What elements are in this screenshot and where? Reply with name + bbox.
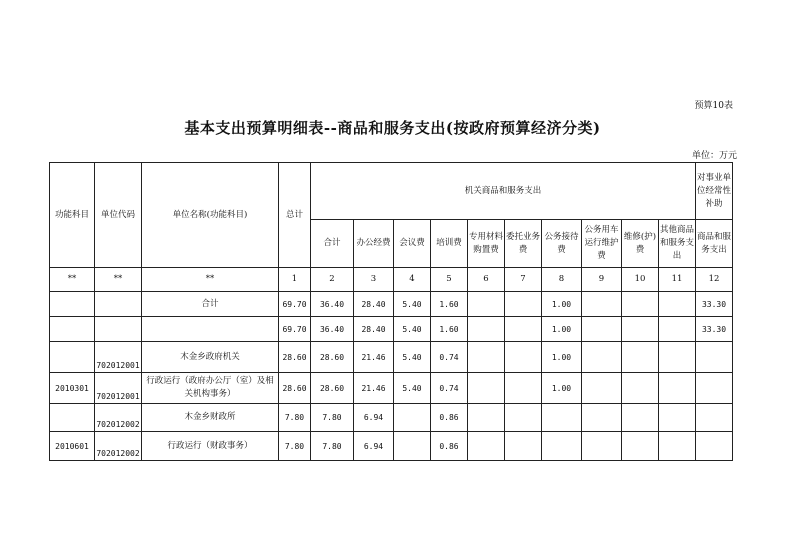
- value-cell: [582, 432, 622, 461]
- value-cell: [696, 373, 733, 404]
- value-cell: 5.40: [394, 292, 431, 317]
- unit-name-cell: 木金乡政府机关: [142, 342, 279, 373]
- value-cell: [582, 317, 622, 342]
- value-cell: 0.86: [431, 432, 468, 461]
- index-cell: 7: [505, 268, 542, 292]
- total-cell: 69.70: [279, 292, 311, 317]
- value-cell: [659, 317, 696, 342]
- column-header: 公务接待费: [542, 220, 582, 268]
- value-cell: 33.30: [696, 317, 733, 342]
- index-cell: 2: [311, 268, 354, 292]
- func-subject-cell: [50, 292, 95, 317]
- value-cell: [505, 292, 542, 317]
- value-cell: [582, 292, 622, 317]
- func-subject-cell: [50, 317, 95, 342]
- column-header: 培训费: [431, 220, 468, 268]
- value-cell: 28.60: [311, 373, 354, 404]
- total-cell: 7.80: [279, 404, 311, 432]
- func-subject-cell: 2010601: [50, 432, 95, 461]
- value-cell: [622, 292, 659, 317]
- value-cell: [659, 373, 696, 404]
- unit-code-cell: [95, 317, 142, 342]
- header-total: 总计: [279, 163, 311, 268]
- value-cell: 5.40: [394, 317, 431, 342]
- budget-table: [49, 162, 733, 461]
- unit-name-cell: 行政运行（财政事务）: [142, 432, 279, 461]
- value-cell: 28.40: [354, 317, 394, 342]
- index-cell: 1: [279, 268, 311, 292]
- page-title: 基本支出预算明细表--商品和服务支出(按政府预算经济分类): [184, 119, 601, 137]
- index-cell: 8: [542, 268, 582, 292]
- header-func-subject: 功能科目: [50, 163, 95, 268]
- index-cell: 10: [622, 268, 659, 292]
- index-cell: **: [95, 268, 142, 292]
- index-cell: **: [50, 268, 95, 292]
- column-header: 合计: [311, 220, 354, 268]
- index-cell: 4: [394, 268, 431, 292]
- unit-code-cell: 702012002: [95, 432, 142, 461]
- value-cell: [505, 342, 542, 373]
- unit-code-cell: 702012001: [95, 373, 142, 404]
- value-cell: [542, 432, 582, 461]
- unit-code-cell: 702012001: [95, 342, 142, 373]
- value-cell: 33.30: [696, 292, 733, 317]
- index-cell: 3: [354, 268, 394, 292]
- unit-name-cell: 行政运行（政府办公厅（室）及相关机构事务）: [142, 373, 279, 404]
- value-cell: 0.74: [431, 342, 468, 373]
- func-subject-cell: [50, 342, 95, 373]
- column-header: 会议费: [394, 220, 431, 268]
- value-cell: 0.74: [431, 373, 468, 404]
- header-unit-code: 单位代码: [95, 163, 142, 268]
- index-cell: 11: [659, 268, 696, 292]
- index-cell: 12: [696, 268, 733, 292]
- column-header: 办公经费: [354, 220, 394, 268]
- value-cell: 7.80: [311, 404, 354, 432]
- total-cell: 28.60: [279, 342, 311, 373]
- value-cell: 6.94: [354, 404, 394, 432]
- value-cell: [582, 404, 622, 432]
- value-cell: [696, 342, 733, 373]
- unit-label: 单位：万元: [691, 151, 737, 161]
- total-cell: 28.60: [279, 373, 311, 404]
- value-cell: 36.40: [311, 317, 354, 342]
- value-cell: [659, 432, 696, 461]
- value-cell: [622, 404, 659, 432]
- value-cell: 1.00: [542, 292, 582, 317]
- unit-name-cell: 合计: [142, 292, 279, 317]
- index-cell: **: [142, 268, 279, 292]
- index-cell: 5: [431, 268, 468, 292]
- column-header: 其他商品和服务支出: [659, 220, 696, 268]
- value-cell: [505, 317, 542, 342]
- value-cell: [505, 373, 542, 404]
- table-row: [50, 404, 733, 432]
- value-cell: 28.40: [354, 292, 394, 317]
- func-subject-cell: 2010301: [50, 373, 95, 404]
- column-header: 公务用车运行维护费: [582, 220, 622, 268]
- value-cell: [582, 342, 622, 373]
- value-cell: [659, 342, 696, 373]
- header-group2: 对事业单位经常性补助: [696, 163, 733, 220]
- table-row: [50, 373, 733, 404]
- table-row: [50, 292, 733, 317]
- header-group: 机关商品和服务支出: [311, 163, 696, 220]
- value-cell: [696, 404, 733, 432]
- column-header: 商品和服务支出: [696, 220, 733, 268]
- value-cell: [468, 404, 505, 432]
- value-cell: 7.80: [311, 432, 354, 461]
- unit-name-cell: 木金乡财政所: [142, 404, 279, 432]
- value-cell: 6.94: [354, 432, 394, 461]
- value-cell: 21.46: [354, 342, 394, 373]
- value-cell: [622, 317, 659, 342]
- value-cell: [542, 404, 582, 432]
- value-cell: [394, 432, 431, 461]
- value-cell: [659, 404, 696, 432]
- value-cell: [582, 373, 622, 404]
- value-cell: [696, 432, 733, 461]
- value-cell: 36.40: [311, 292, 354, 317]
- column-header: 维修(护)费: [622, 220, 659, 268]
- table-row: [50, 342, 733, 373]
- table-row: [50, 317, 733, 342]
- value-cell: [622, 373, 659, 404]
- header-unit-name: 单位名称(功能科目): [142, 163, 279, 268]
- value-cell: [394, 404, 431, 432]
- value-cell: [468, 342, 505, 373]
- index-cell: 6: [468, 268, 505, 292]
- value-cell: 1.60: [431, 317, 468, 342]
- value-cell: [622, 342, 659, 373]
- value-cell: [468, 373, 505, 404]
- unit-code-cell: 702012002: [95, 404, 142, 432]
- value-cell: 5.40: [394, 342, 431, 373]
- value-cell: [468, 292, 505, 317]
- unit-code-cell: [95, 292, 142, 317]
- total-cell: 69.70: [279, 317, 311, 342]
- value-cell: 1.00: [542, 317, 582, 342]
- value-cell: 28.60: [311, 342, 354, 373]
- index-cell: 9: [582, 268, 622, 292]
- value-cell: 1.00: [542, 342, 582, 373]
- table-number: 预算10表: [694, 101, 733, 111]
- column-header: 委托业务费: [505, 220, 542, 268]
- value-cell: [468, 317, 505, 342]
- value-cell: [659, 292, 696, 317]
- unit-name-cell: [142, 317, 279, 342]
- value-cell: 0.86: [431, 404, 468, 432]
- func-subject-cell: [50, 404, 95, 432]
- value-cell: 1.00: [542, 373, 582, 404]
- value-cell: 1.60: [431, 292, 468, 317]
- value-cell: [505, 432, 542, 461]
- value-cell: 21.46: [354, 373, 394, 404]
- value-cell: [622, 432, 659, 461]
- value-cell: [468, 432, 505, 461]
- value-cell: [505, 404, 542, 432]
- total-cell: 7.80: [279, 432, 311, 461]
- column-header: 专用材料购置费: [468, 220, 505, 268]
- table-row: [50, 432, 733, 461]
- value-cell: 5.40: [394, 373, 431, 404]
